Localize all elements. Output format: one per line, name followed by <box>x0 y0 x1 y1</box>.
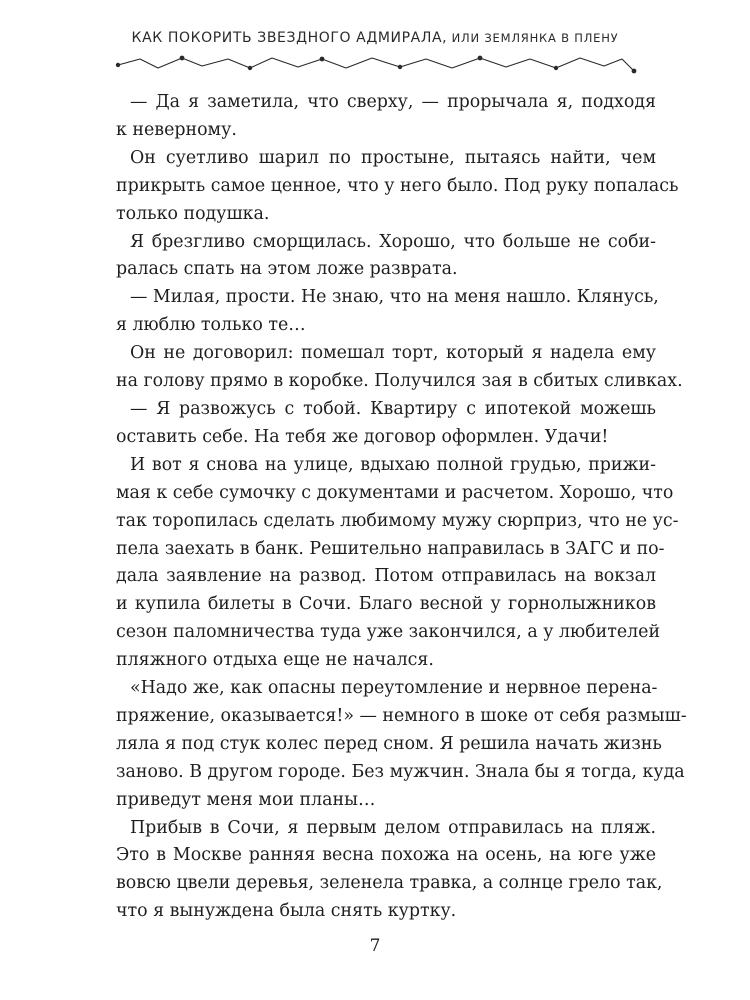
text-line: сезон паломничества туда уже закончился, а у любителей <box>116 622 661 643</box>
page-body-text <box>116 89 687 926</box>
text-line: Я брезгливо сморщилась. Хорошо, что больше не соби- <box>130 231 656 252</box>
paragraph <box>116 284 659 340</box>
text-line: к неверному. <box>116 119 237 140</box>
text-line: Прибыв в Сочи, я первым делом отправилась на пляж. <box>130 817 656 838</box>
text-line: И вот я снова на улице, вдыхаю полной грудью, прижи- <box>130 454 656 475</box>
text-line: — Милая, прости. Не знаю, что на меня нашло. Клянусь, <box>130 287 659 308</box>
text-line: пляжного отдыха еще не начался. <box>116 650 434 671</box>
paragraph <box>116 452 679 675</box>
text-line: только подушка. <box>116 203 270 224</box>
text-line: мая к себе сумочку с документами и расчетом. Хорошо, что <box>116 482 674 503</box>
text-line: — Я развожусь с тобой. Квартиру с ипотекой можешь <box>130 398 656 419</box>
text-line: оставить себе. На тебя же договор оформлен. Удачи! <box>116 426 609 447</box>
text-line: что я вынуждена была снять куртку. <box>116 901 457 922</box>
text-line: вовсю цвели деревья, зеленела травка, а солнце грело так, <box>116 873 663 894</box>
paragraph <box>116 815 663 927</box>
text-line: ляла я под стук колес перед сном. Я решила начать жизнь <box>116 733 662 754</box>
paragraph <box>116 340 683 396</box>
text-line: приведут меня мои планы… <box>116 789 376 810</box>
text-line: прикрыть самое ценное, что у него было. Под руку попалась <box>116 175 679 196</box>
text-line: — Да я заметила, что сверху, — прорычала я, подходя <box>130 92 656 112</box>
ornament-stars <box>116 56 637 74</box>
text-line: дала заявление на развод. Потом отправилась на вокзал <box>116 566 656 587</box>
text-line: я люблю только те… <box>116 315 306 336</box>
paragraph <box>116 145 679 229</box>
paragraph <box>116 229 656 285</box>
running-head-title: КАК ПОКОРИТЬ ЗВЕЗДНОГО АДМИРАЛА, <box>131 30 448 46</box>
text-line: Он не договорил: помешал торт, который я надела ему <box>130 343 656 364</box>
text-line: так торопилась сделать любимому мужу сюрприз, что не ус- <box>116 510 679 531</box>
paragraph <box>116 89 656 145</box>
constellation-ornament-icon <box>110 50 640 78</box>
text-line: Он суетливо шарил по простыне, пытаясь найти, чем <box>130 147 656 168</box>
text-line: пряжение, оказывается!» — немного в шоке от себя размыш- <box>116 705 687 726</box>
page-number: 7 <box>369 936 381 956</box>
running-head-subtitle: ИЛИ ЗЕМЛЯНКА В ПЛЕНУ <box>447 31 619 45</box>
text-line: Это в Москве ранняя весна похожа на осень, на юге уже <box>116 845 656 866</box>
text-line: пела заехать в банк. Решительно направилась в ЗАГС и по- <box>116 538 665 559</box>
running-head <box>0 30 750 46</box>
text-line: «Надо же, как опасны переутомление и нервное перена- <box>130 678 658 699</box>
text-line: ралась спать на этом ложе разврата. <box>116 259 458 280</box>
paragraph <box>116 396 656 452</box>
text-line: на голову прямо в коробке. Получился зая в сбитых сливках. <box>116 371 683 392</box>
text-line: заново. В другом городе. Без мужчин. Знала бы я тогда, куда <box>116 761 685 782</box>
text-line: и купила билеты в Сочи. Благо весной у горнолыжников <box>116 594 656 615</box>
paragraph <box>116 675 687 815</box>
